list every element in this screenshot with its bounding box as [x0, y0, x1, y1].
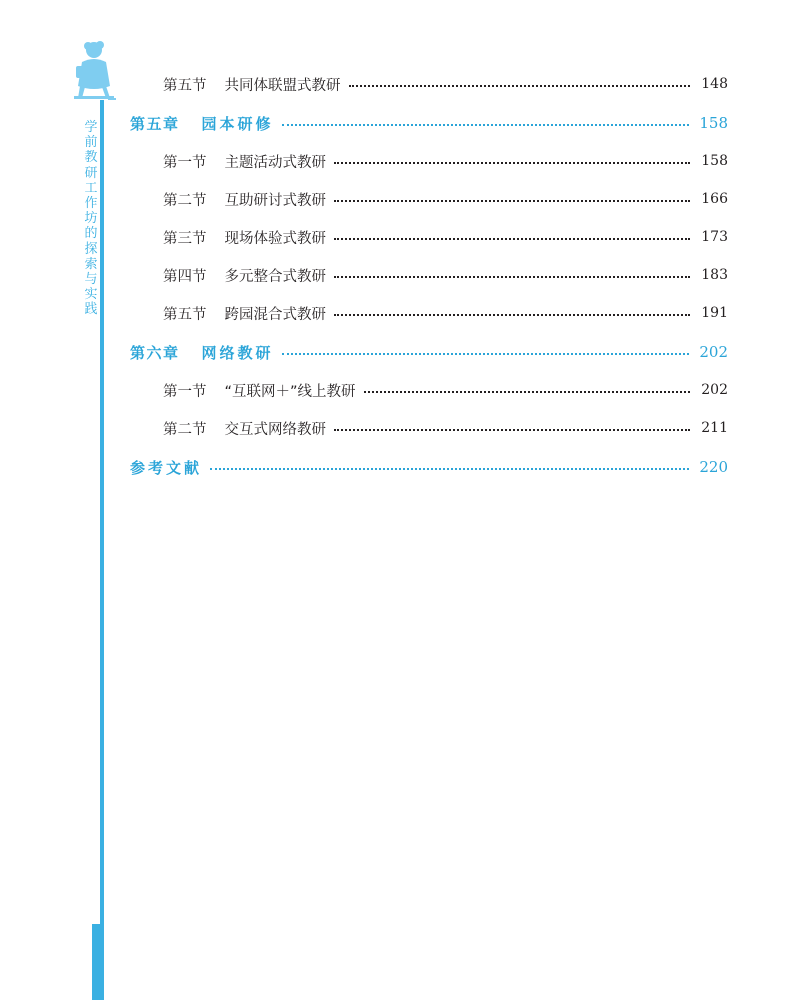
dot-leader: [334, 276, 690, 278]
toc-entry[interactable]: [163, 263, 728, 287]
toc-chapter-title: 园本研修: [201, 114, 274, 133]
toc-chapter-number: 第五章: [130, 114, 180, 133]
dot-leader: [282, 353, 690, 355]
toc-entry[interactable]: [163, 301, 728, 325]
toc-entry[interactable]: [163, 416, 728, 440]
toc-chapter[interactable]: [130, 340, 728, 364]
toc-entry-page: 166: [701, 191, 728, 207]
toc-entry-number: 第五节: [163, 306, 207, 323]
toc-entry-title: “互联网＋”线上教研: [224, 383, 356, 400]
toc-entry-number: 第五节: [163, 77, 207, 94]
toc-entry-title: 交互式网络教研: [224, 421, 326, 438]
toc-chapter-page: 202: [699, 343, 728, 361]
dot-leader: [334, 238, 690, 240]
toc-chapter-page: 158: [699, 114, 728, 132]
toc-entry-number: 第一节: [163, 383, 207, 400]
toc-entry-page: 148: [701, 76, 728, 92]
toc-entry-title: 多元整合式教研: [224, 268, 326, 285]
toc-entry-page: 183: [701, 267, 728, 283]
toc-entry-number: 第二节: [163, 421, 207, 438]
dot-leader: [282, 124, 690, 126]
dot-leader: [334, 429, 690, 431]
toc-entry-number: 第二节: [163, 192, 207, 209]
vertical-book-title: 学前教研工作坊的探索与实践: [84, 120, 98, 318]
dot-leader: [334, 200, 690, 202]
toc-entry[interactable]: [163, 378, 728, 402]
toc-entry[interactable]: [163, 72, 728, 96]
toc-entry-page: 211: [701, 420, 728, 436]
toc-entry[interactable]: [163, 225, 728, 249]
toc-references-page: 220: [699, 458, 728, 476]
toc-chapter-title: 网络教研: [201, 343, 274, 362]
toc-references-title: 参考文献: [130, 458, 203, 477]
dot-leader: [210, 468, 689, 470]
toc-entry-page: 158: [701, 153, 728, 169]
toc-entry-page: 202: [701, 382, 728, 398]
toc-chapter[interactable]: [130, 111, 728, 135]
toc-entry-page: 173: [701, 229, 728, 245]
toc-entry-title: 现场体验式教研: [224, 230, 326, 247]
toc-entry-number: 第一节: [163, 154, 207, 171]
toc-entry-number: 第四节: [163, 268, 207, 285]
dot-leader: [334, 162, 690, 164]
toc-entry-number: 第三节: [163, 230, 207, 247]
dot-leader: [334, 314, 690, 316]
toc-references[interactable]: [130, 455, 728, 479]
toc-entry-title: 跨园混合式教研: [224, 306, 326, 323]
dot-leader: [364, 391, 690, 393]
toc-entry-title: 主题活动式教研: [224, 154, 326, 171]
toc-entry-page: 191: [701, 305, 728, 321]
dot-leader: [349, 85, 691, 87]
toc-entry-title: 互助研讨式教研: [224, 192, 326, 209]
toc-entry[interactable]: [163, 187, 728, 211]
toc-entry[interactable]: [163, 149, 728, 173]
toc-entry-title: 共同体联盟式教研: [224, 77, 341, 94]
toc-chapter-number: 第六章: [130, 343, 180, 362]
